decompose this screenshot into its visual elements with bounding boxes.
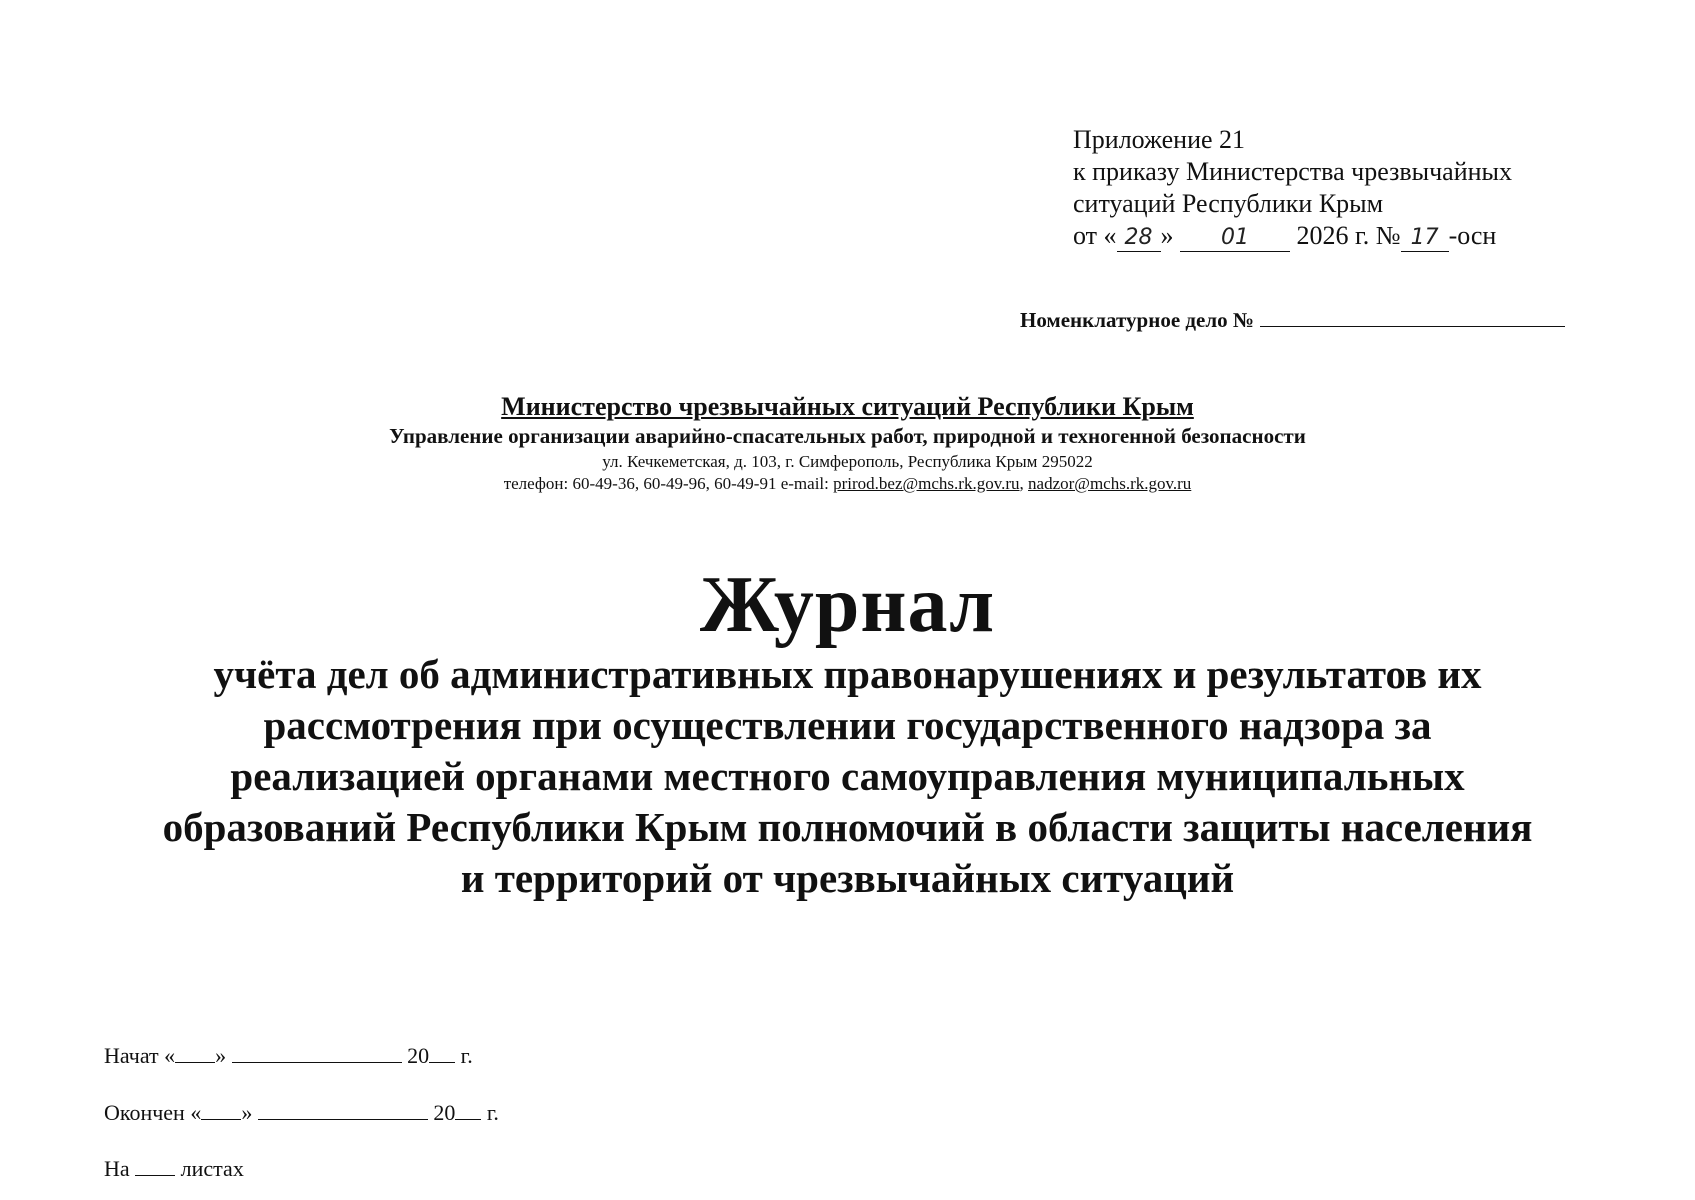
- ended-year-blank: [455, 1099, 481, 1120]
- ended-year-prefix: 20: [433, 1100, 456, 1125]
- subtitle-line-3: реализацией органами местного самоуправления муниципальных: [230, 753, 1465, 799]
- email-link-prirod[interactable]: prirod.bez@mchs.rk.gov.ru: [833, 474, 1020, 493]
- appendix-block: [1073, 124, 1512, 252]
- nomenclature-label: Номенклатурное дело №: [1020, 308, 1254, 332]
- address: ул. Кечкеметская, д. 103, г. Симферополь, Республика Крым 295022: [602, 452, 1093, 471]
- date-day: 28: [1117, 225, 1161, 252]
- date-month: 01: [1180, 225, 1290, 252]
- subtitle-line-4: образований Республики Крым полномочий в области защиты населения: [162, 804, 1533, 850]
- started-day-blank: [175, 1042, 215, 1063]
- subtitle-line-2: рассмотрения при осуществлении государственного надзора за: [263, 702, 1432, 748]
- nomenclature-line: [1020, 306, 1565, 333]
- sheets-suffix: листах: [180, 1156, 244, 1181]
- contacts: [0, 474, 1695, 494]
- appendix-order-line: к приказу Министерства чрезвычайных: [1073, 157, 1513, 186]
- ended-day-blank: [201, 1099, 241, 1120]
- date-year: 2026 г. №: [1296, 221, 1401, 250]
- ended-date-line: [104, 1099, 499, 1126]
- document-subtitle: [90, 649, 1605, 904]
- ended-year-suffix: г.: [486, 1100, 499, 1125]
- started-year-prefix: 20: [407, 1043, 430, 1068]
- subtitle-line-5: и территорий от чрезвычайных ситуаций: [460, 855, 1235, 901]
- started-label: Начат «: [104, 1043, 176, 1068]
- sheets-prefix: На: [104, 1156, 130, 1181]
- ended-month-blank: [258, 1099, 428, 1120]
- appendix-date-line: [1073, 220, 1512, 252]
- document-title: Журнал: [699, 561, 996, 649]
- sheets-line: [104, 1155, 244, 1182]
- email-separator: ,: [1019, 474, 1029, 493]
- started-quote-close: »: [215, 1043, 227, 1068]
- order-number: 17: [1401, 225, 1449, 252]
- ministry-name: Министерство чрезвычайных ситуаций Республики Крым: [501, 392, 1194, 421]
- appendix-title: Приложение 21: [1073, 125, 1246, 154]
- ended-label: Окончен «: [104, 1100, 202, 1125]
- sheets-count-blank: [135, 1155, 175, 1176]
- appendix-order-line-2: ситуаций Республики Крым: [1073, 189, 1384, 218]
- started-year-suffix: г.: [460, 1043, 473, 1068]
- email-link-nadzor[interactable]: nadzor@mchs.rk.gov.ru: [1028, 474, 1192, 493]
- subtitle-line-1: учёта дел об административных правонарушениях и результатов их: [213, 651, 1482, 697]
- date-prefix: от «: [1073, 221, 1117, 250]
- ended-quote-close: »: [241, 1100, 253, 1125]
- started-year-blank: [429, 1042, 455, 1063]
- date-day-suffix: »: [1160, 221, 1174, 250]
- contacts-phones: телефон: 60-49-36, 60-49-96, 60-49-91 e-mail:: [503, 474, 834, 493]
- started-date-line: [104, 1042, 473, 1069]
- started-month-blank: [232, 1042, 402, 1063]
- nomenclature-blank: [1260, 306, 1565, 327]
- order-number-suffix: -осн: [1448, 221, 1497, 250]
- department-name: Управление организации аварийно-спасательных работ, природной и техногенной безопасности: [389, 424, 1306, 448]
